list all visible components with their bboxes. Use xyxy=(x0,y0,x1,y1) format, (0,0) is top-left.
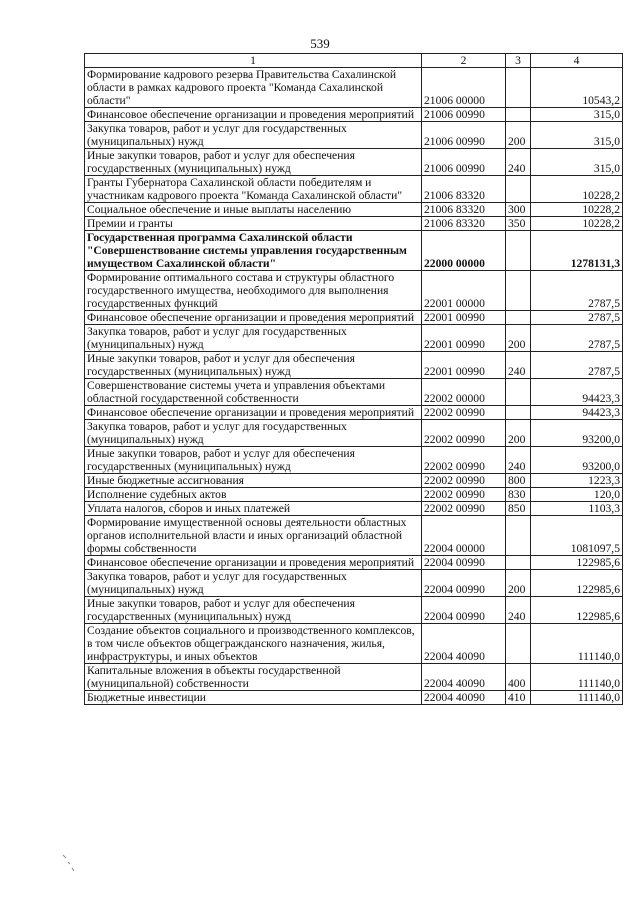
table-row xyxy=(85,447,623,474)
row-name-cell: Иные закупки товаров, работ и услуг для обеспечения государственных (муниципальных) нужд xyxy=(85,447,422,474)
table-row xyxy=(85,516,623,556)
row-type-cell: 300 xyxy=(506,203,531,217)
row-name-cell: Премии и гранты xyxy=(85,217,422,231)
row-name-cell: Формирование имущественной основы деятельности областных органов исполнительной власти и иных организаций областной формы собственности xyxy=(85,516,422,556)
row-name-cell: Финансовое обеспечение организации и проведения мероприятий xyxy=(85,108,422,122)
row-name-cell: Капитальные вложения в объекты государственной (муниципальной) собственности xyxy=(85,664,422,691)
table-row xyxy=(85,149,623,176)
row-code-cell: 21006 83320 xyxy=(422,203,506,217)
row-name-cell: Создание объектов социального и производственного комплексов, в том числе объектов общегражданского назначения, жилья, инфраструктуры, и иных объектов xyxy=(85,624,422,664)
row-code-cell: 22001 00990 xyxy=(422,352,506,379)
row-code-cell: 21006 00990 xyxy=(422,108,506,122)
row-type-cell: 200 xyxy=(506,570,531,597)
row-type-cell: 200 xyxy=(506,420,531,447)
row-name-cell: Закупка товаров, работ и услуг для государственных (муниципальных) нужд xyxy=(85,420,422,447)
row-amount-cell: 122985,6 xyxy=(531,556,623,570)
row-code-cell: 22002 00990 xyxy=(422,420,506,447)
row-type-cell xyxy=(506,406,531,420)
row-amount-cell: 10228,2 xyxy=(531,217,623,231)
row-amount-cell: 10543,2 xyxy=(531,68,623,108)
budget-table xyxy=(84,53,623,705)
row-code-cell: 22004 40090 xyxy=(422,691,506,705)
table-row xyxy=(85,379,623,406)
row-type-cell xyxy=(506,108,531,122)
row-amount-cell: 315,0 xyxy=(531,149,623,176)
row-name-cell: Иные закупки товаров, работ и услуг для обеспечения государственных (муниципальных) нужд xyxy=(85,149,422,176)
row-name-cell: Финансовое обеспечение организации и проведения мероприятий xyxy=(85,556,422,570)
row-code-cell: 22000 00000 xyxy=(422,231,506,271)
row-name-cell: Уплата налогов, сборов и иных платежей xyxy=(85,502,422,516)
row-code-cell: 21006 00000 xyxy=(422,68,506,108)
table-row xyxy=(85,271,623,311)
table-row xyxy=(85,203,623,217)
row-type-cell xyxy=(506,556,531,570)
row-name-cell: Закупка товаров, работ и услуг для государственных (муниципальных) нужд xyxy=(85,570,422,597)
row-amount-cell: 111140,0 xyxy=(531,691,623,705)
header-col-2: 2 xyxy=(422,54,506,68)
row-name-cell: Финансовое обеспечение организации и проведения мероприятий xyxy=(85,406,422,420)
row-name-cell: Совершенствование системы учета и управления объектами областной государственной собственности xyxy=(85,379,422,406)
row-type-cell: 200 xyxy=(506,325,531,352)
row-code-cell: 21006 83320 xyxy=(422,176,506,203)
row-type-cell: 830 xyxy=(506,488,531,502)
row-name-cell: Финансовое обеспечение организации и проведения мероприятий xyxy=(85,311,422,325)
table-row xyxy=(85,176,623,203)
row-amount-cell: 122985,6 xyxy=(531,597,623,624)
row-name-cell: Государственная программа Сахалинской области "Совершенствование системы управления государственным имуществом Сахалинской области" xyxy=(85,231,422,271)
row-code-cell: 22004 00990 xyxy=(422,597,506,624)
row-amount-cell: 120,0 xyxy=(531,488,623,502)
row-type-cell: 350 xyxy=(506,217,531,231)
row-amount-cell: 1103,3 xyxy=(531,502,623,516)
row-name-cell: Иные бюджетные ассигнования xyxy=(85,474,422,488)
table-row xyxy=(85,108,623,122)
row-type-cell: 410 xyxy=(506,691,531,705)
row-amount-cell: 2787,5 xyxy=(531,352,623,379)
row-amount-cell: 93200,0 xyxy=(531,420,623,447)
row-name-cell: Закупка товаров, работ и услуг для государственных (муниципальных) нужд xyxy=(85,122,422,149)
row-type-cell xyxy=(506,311,531,325)
row-code-cell: 22002 00990 xyxy=(422,447,506,474)
row-type-cell xyxy=(506,176,531,203)
row-amount-cell: 315,0 xyxy=(531,122,623,149)
row-type-cell: 240 xyxy=(506,352,531,379)
row-name-cell: Формирование кадрового резерва Правительства Сахалинской области в рамках кадрового проекта "Команда Сахалинской области" xyxy=(85,68,422,108)
row-amount-cell: 94423,3 xyxy=(531,379,623,406)
table-row xyxy=(85,502,623,516)
table-header-row xyxy=(85,54,623,68)
table-row xyxy=(85,556,623,570)
row-code-cell: 22001 00000 xyxy=(422,271,506,311)
row-type-cell: 850 xyxy=(506,502,531,516)
row-type-cell xyxy=(506,624,531,664)
row-amount-cell: 94423,3 xyxy=(531,406,623,420)
table-row xyxy=(85,311,623,325)
table-row xyxy=(85,122,623,149)
row-amount-cell: 111140,0 xyxy=(531,664,623,691)
header-col-3: 3 xyxy=(506,54,531,68)
header-col-4: 4 xyxy=(531,54,623,68)
row-code-cell: 22001 00990 xyxy=(422,311,506,325)
table-row xyxy=(85,352,623,379)
table-row xyxy=(85,570,623,597)
row-code-cell: 22004 40090 xyxy=(422,624,506,664)
row-name-cell: Гранты Губернатора Сахалинской области победителям и участникам кадрового проекта "Команда Сахалинской области" xyxy=(85,176,422,203)
row-amount-cell: 10228,2 xyxy=(531,203,623,217)
row-type-cell: 240 xyxy=(506,447,531,474)
row-code-cell: 22002 00990 xyxy=(422,406,506,420)
table-row xyxy=(85,420,623,447)
header-col-1: 1 xyxy=(85,54,422,68)
row-code-cell: 22002 00990 xyxy=(422,474,506,488)
row-type-cell xyxy=(506,68,531,108)
row-code-cell: 22004 00990 xyxy=(422,570,506,597)
row-code-cell: 22002 00000 xyxy=(422,379,506,406)
page-number: 539 xyxy=(310,36,330,51)
row-type-cell: 240 xyxy=(506,149,531,176)
row-code-cell: 22001 00990 xyxy=(422,325,506,352)
table-row xyxy=(85,325,623,352)
scan-speck-mark xyxy=(60,852,78,874)
table-row xyxy=(85,691,623,705)
row-amount-cell: 111140,0 xyxy=(531,624,623,664)
row-code-cell: 22004 40090 xyxy=(422,664,506,691)
table-row xyxy=(85,597,623,624)
table-row xyxy=(85,406,623,420)
row-type-cell xyxy=(506,271,531,311)
table-row xyxy=(85,217,623,231)
row-amount-cell: 93200,0 xyxy=(531,447,623,474)
row-code-cell: 22004 00990 xyxy=(422,556,506,570)
row-amount-cell: 122985,6 xyxy=(531,570,623,597)
row-type-cell: 800 xyxy=(506,474,531,488)
row-name-cell: Формирование оптимального состава и структуры областного государственного имущества, необходимого для выполнения государственных функций xyxy=(85,271,422,311)
table-row xyxy=(85,231,623,271)
row-type-cell xyxy=(506,379,531,406)
table-row xyxy=(85,488,623,502)
row-type-cell xyxy=(506,231,531,271)
row-name-cell: Иные закупки товаров, работ и услуг для обеспечения государственных (муниципальных) нужд xyxy=(85,352,422,379)
row-amount-cell: 2787,5 xyxy=(531,325,623,352)
row-type-cell: 200 xyxy=(506,122,531,149)
row-type-cell: 400 xyxy=(506,664,531,691)
row-name-cell: Закупка товаров, работ и услуг для государственных (муниципальных) нужд xyxy=(85,325,422,352)
row-amount-cell: 10228,2 xyxy=(531,176,623,203)
row-name-cell: Бюджетные инвестиции xyxy=(85,691,422,705)
row-code-cell: 22002 00990 xyxy=(422,488,506,502)
table-row xyxy=(85,624,623,664)
row-amount-cell: 1278131,3 xyxy=(531,231,623,271)
row-name-cell: Иные закупки товаров, работ и услуг для обеспечения государственных (муниципальных) нужд xyxy=(85,597,422,624)
row-amount-cell: 2787,5 xyxy=(531,311,623,325)
row-amount-cell: 1081097,5 xyxy=(531,516,623,556)
row-type-cell: 240 xyxy=(506,597,531,624)
table-row xyxy=(85,474,623,488)
row-name-cell: Исполнение судебных актов xyxy=(85,488,422,502)
row-code-cell: 22002 00990 xyxy=(422,502,506,516)
table-row xyxy=(85,664,623,691)
row-code-cell: 21006 00990 xyxy=(422,149,506,176)
row-type-cell xyxy=(506,516,531,556)
row-amount-cell: 1223,3 xyxy=(531,474,623,488)
row-code-cell: 22004 00000 xyxy=(422,516,506,556)
row-amount-cell: 2787,5 xyxy=(531,271,623,311)
row-amount-cell: 315,0 xyxy=(531,108,623,122)
row-code-cell: 21006 83320 xyxy=(422,217,506,231)
row-name-cell: Социальное обеспечение и иные выплаты населению xyxy=(85,203,422,217)
row-code-cell: 21006 00990 xyxy=(422,122,506,149)
table-row xyxy=(85,68,623,108)
